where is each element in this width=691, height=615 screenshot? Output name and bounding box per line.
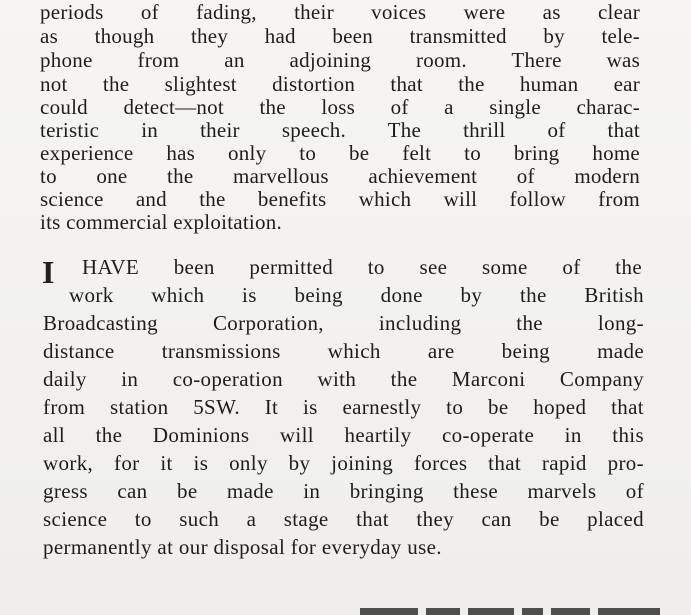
paragraph-1-line-5: could detect—not the loss of a single charac-: [40, 95, 640, 119]
cropped-word-fragment-6: [598, 608, 660, 615]
paragraph-1-line-2: as though they had been transmitted by tele-: [40, 24, 640, 48]
paragraph-1-line-3: phone from an adjoining room. There was: [40, 48, 640, 72]
paragraph-1-line-10: its commercial exploitation.: [40, 210, 283, 234]
paragraph-2-line-11: permanently at our disposal for everyday use.: [43, 535, 442, 559]
paragraph-2-line-7: all the Dominions will heartily co-operate in this: [43, 423, 644, 447]
paragraph-1-line-9: science and the benefits which will follow from: [40, 187, 640, 211]
paragraph-2-line-8: work, for it is only by joining forces that rapid pro-: [43, 451, 644, 475]
paragraph-2-line-10: science to such a stage that they can be placed: [43, 507, 644, 531]
paragraph-1-line-8: to one the marvellous achievement of modern: [40, 164, 640, 188]
cropped-word-fragment-4: [522, 608, 543, 615]
cropped-word-fragment-1: [360, 608, 418, 615]
cropped-word-fragment-2: [426, 608, 460, 615]
paragraph-1-line-6: teristic in their speech. The thrill of that: [40, 118, 640, 142]
paragraph-2-line-9: gress can be made in bringing these marvels of: [43, 479, 644, 503]
paragraph-2-line-5: daily in co-operation with the Marconi Company: [43, 367, 644, 391]
paragraph-2-line-3: Broadcasting Corporation, including the long-: [43, 311, 644, 335]
cropped-next-line-fragment: [360, 603, 691, 615]
cropped-word-fragment-3: [468, 608, 514, 615]
paragraph-2-line-2: work which is being done by the British: [69, 283, 644, 307]
paragraph-1-line-7: experience has only to be felt to bring home: [40, 141, 640, 165]
cropped-word-fragment-5: [551, 608, 590, 615]
paragraph-2-line-1: HAVE been permitted to see some of the: [82, 255, 642, 279]
paragraph-2-line-4: distance transmissions which are being made: [43, 339, 644, 363]
paragraph-1-line-1: periods of fading, their voices were as clear: [40, 0, 640, 24]
paragraph-2-line-6: from station 5SW. It is earnestly to be hoped that: [43, 395, 644, 419]
paragraph-1-line-4: not the slightest distortion that the human ear: [40, 72, 640, 96]
drop-cap-letter: I: [42, 254, 55, 290]
